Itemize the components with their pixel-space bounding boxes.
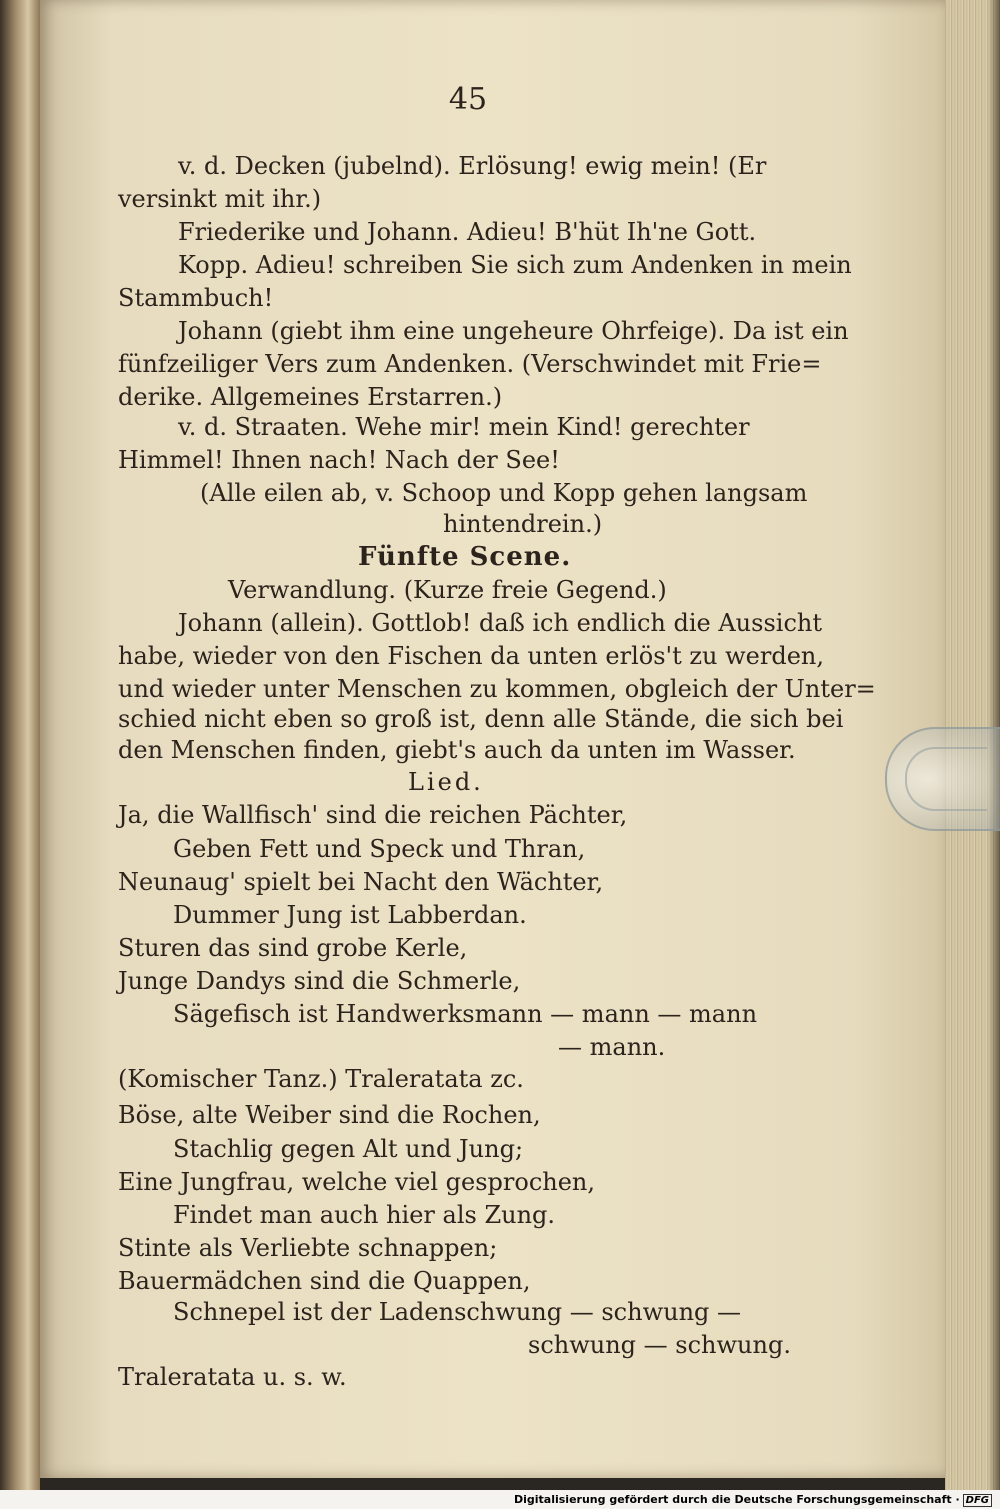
verse-line: Bauermädchen sind die Quappen,: [118, 1267, 531, 1295]
stage-direction: hintendrein.): [443, 510, 603, 538]
scene-subheading: Verwandlung. (Kurze freie Gegend.): [228, 576, 667, 604]
verse-line: schwung — schwung.: [528, 1331, 791, 1359]
text-line: versinkt mit ihr.): [118, 185, 322, 213]
verse-line: Neunaug' spielt bei Nacht den Wächter,: [118, 868, 604, 896]
verse-line: Sturen das sind grobe Kerle,: [118, 934, 468, 962]
previous-page-edge: [0, 0, 40, 1490]
scene-heading: Fünfte Scene.: [358, 542, 572, 572]
text-line: derike. Allgemeines Erstarren.): [118, 383, 503, 411]
verse-line: Böse, alte Weiber sind die Rochen,: [118, 1101, 541, 1129]
verse-line: Stachlig gegen Alt und Jung;: [173, 1135, 524, 1163]
stage-direction: (Alle eilen ab, v. Schoop und Kopp gehen langsam: [200, 479, 808, 507]
verse-line: Stinte als Verliebte schnappen;: [118, 1234, 498, 1262]
text-line: fünfzeiliger Vers zum Andenken. (Verschwindet mit Frie=: [118, 350, 822, 378]
dfg-logo: DFG: [963, 1494, 992, 1507]
text-line: den Menschen finden, giebt's auch da unten im Wasser.: [118, 736, 796, 764]
paper-clip: [885, 727, 1000, 831]
verse-line: Sägefisch ist Handwerksmann — mann — mann: [173, 1000, 758, 1028]
text-line: schied nicht eben so groß ist, denn alle Stände, die sich bei: [118, 705, 844, 733]
verse-line: Eine Jungfrau, welche viel gesprochen,: [118, 1168, 596, 1196]
verse-line: Geben Fett und Speck und Thran,: [173, 835, 586, 863]
text-line: Kopp. Adieu! schreiben Sie sich zum Andenken in mein: [178, 251, 852, 279]
text-line: Friederike und Johann. Adieu! B'hüt Ih'ne Gott.: [178, 218, 757, 246]
text-line: v. d. Straaten. Wehe mir! mein Kind! gerechter: [178, 413, 750, 441]
text-line: Johann (giebt ihm eine ungeheure Ohrfeige). Da ist ein: [178, 317, 849, 345]
verse-line: Junge Dandys sind die Schmerle,: [118, 967, 521, 995]
verse-line: Dummer Jung ist Labberdan.: [173, 901, 527, 929]
text-line: Johann (allein). Gottlob! daß ich endlich die Aussicht: [178, 609, 822, 637]
text-line: Traleratata u. s. w.: [118, 1363, 347, 1391]
text-line: v. d. Decken (jubelnd). Erlösung! ewig mein! (Er: [178, 152, 767, 180]
text-line: habe, wieder von den Fischen da unten erlös't zu werden,: [118, 642, 824, 670]
text-line: Himmel! Ihnen nach! Nach der See!: [118, 446, 560, 474]
digitization-credit: [514, 1493, 992, 1507]
page-number: 45: [448, 82, 488, 117]
credit-text: Digitalisierung gefördert durch die Deutsche Forschungsgemeinschaft ·: [513, 1493, 960, 1506]
verse-line: Ja, die Wallfisch' sind die reichen Pächter,: [118, 801, 628, 829]
verse-line: — mann.: [558, 1033, 666, 1061]
text-line: Stammbuch!: [118, 284, 274, 312]
verse-line: Schnepel ist der Ladenschwung — schwung —: [173, 1298, 742, 1326]
stage-direction: (Komischer Tanz.) Traleratata zc.: [118, 1065, 524, 1093]
song-title: Lied.: [408, 768, 484, 796]
verse-line: Findet man auch hier als Zung.: [173, 1201, 556, 1229]
text-line: und wieder unter Menschen zu kommen, obgleich der Unter=: [118, 675, 876, 703]
